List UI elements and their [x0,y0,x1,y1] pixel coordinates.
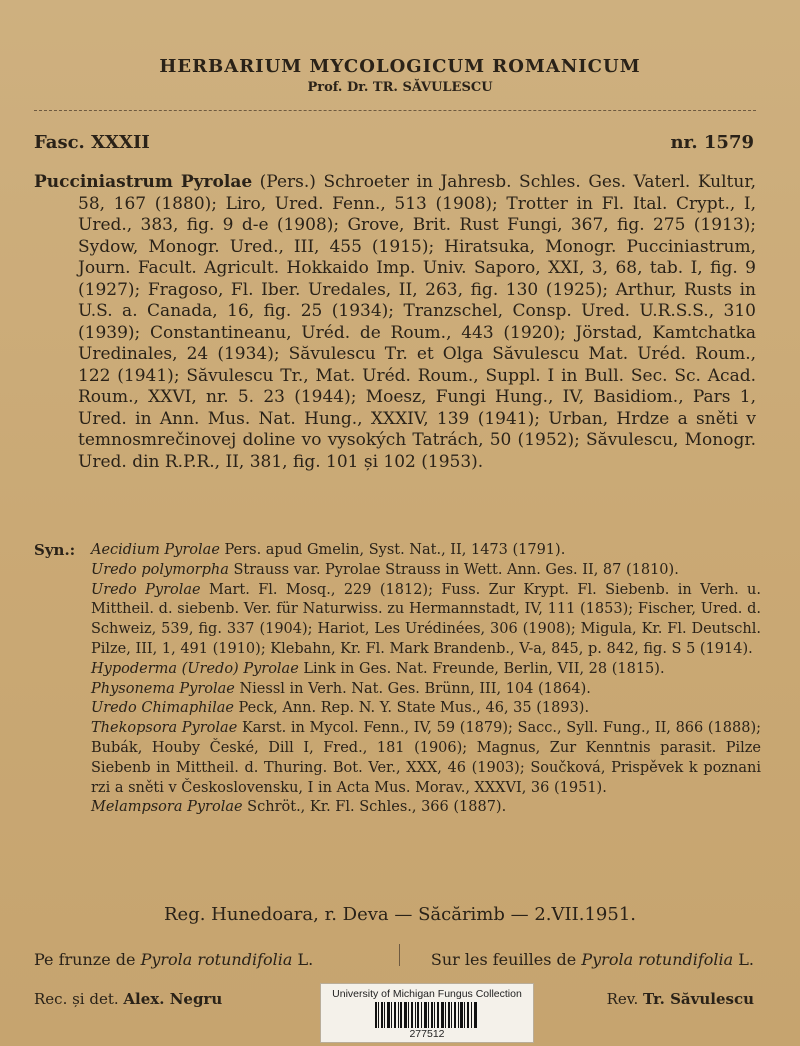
herbarium-subtitle: Prof. Dr. TR. SĂVULESCU [307,80,493,95]
collection-stamp [320,983,534,1043]
synonyms-label: Syn.: [34,541,76,559]
synonym-name: Melampsora Pyrolae [91,799,243,816]
synonym-name: Uredo polymorpha [91,561,229,578]
synonym-entry: Uredo polymorpha Strauss var. Pyrolae Strauss in Wett. Ann. Ges. II, 87 (1810). [91,561,679,578]
species-citation [34,172,756,473]
divider [34,110,756,111]
herbarium-title: HERBARIUM MYCOLOGICUM ROMANICUM [159,56,641,77]
synonym-entry: Physonema Pyrolae Niessl in Verh. Nat. Ges. Brünn, III, 104 (1864). [91,680,591,697]
synonyms-list [91,541,761,818]
species-name: Pucciniastrum Pyrolae [34,172,253,192]
reviser-name: Tr. Săvulescu [643,990,754,1008]
host-french: Sur les feuilles de Pyrola rotundifolia L. [430,950,754,969]
synonym-entry: Hypoderma (Uredo) Pyrolae Link in Ges. Nat. Freunde, Berlin, VII, 28 (1815). [91,660,665,677]
host-name: Pyrola rotundifolia [140,950,293,969]
synonym-name: Physonema Pyrolae [91,680,235,697]
host-romanian: Pe frunze de Pyrola rotundifolia L. [34,950,314,969]
reviser: Rev. Tr. Săvulescu [606,990,754,1008]
fascicle-label: Fasc. XXXII [34,132,150,153]
host-name: Pyrola rotundifolia [581,950,734,969]
species-references: (Pers.) Schroeter in Jahresb. Schles. Ges. Vaterl. Kultur, 58, 167 (1880); Liro, Ured. Fenn., 513 (1908); Trotter in Fl. Ital. Crypt., I, Ured., 383, fig. 9 d-e (1908); Grove, Brit. Rust Fungi, 367, fig. 275 (1913); Sydow, Monogr. Ured., III, 455 (1915); Hiratsuka, Monogr. Pucciniastrum, Journ. Facult. Agricult. Hokkaido Imp. Univ. Saporo, XXI, 3, 68, tab. I, fig. 9 (1927); Fragoso, Fl. Iber. Uredales, II, 263, fig. 130 (1925); Arthur, Rusts in U.S. a. Canada, 16, fig. 25 (1934); Tranzschel, Consp. Ured. U.R.S.S., 310 (1939); Constantineanu, Uréd. de Roum., 443 (1920); Jörstad, Kamtchatka Uredinales, 24 (1934); Săvulescu Tr. et Olga Săvulescu Mat. Uréd. Roum., 122 (1941); Săvulescu Tr., Mat. Uréd. Roum., Suppl. I in Bull. Sec. Sc. Acad. Roum., XXVI, nr. 5. 23 (1944); Moesz, Fungi Hung., IV, Basidiom., Pars 1, Ured. in Ann. Mus. Nat. Hung., XXXIV, 139 (1941); Urban, Hrdze a sněti v temnosmrečinovej doline vo vysokých Tatrách, 50 (1952); Săvulescu, Monogr. Ured. din R.P.R., II, 381, fig. 101 și 102 (1953). [78,172,756,472]
collector: Rec. și det. Alex. Negru [34,990,223,1008]
specimen-number: nr. 1579 [670,132,754,153]
synonym-entry: Melampsora Pyrolae Schröt., Kr. Fl. Schles., 366 (1887). [91,799,507,816]
synonym-name: Uredo Chimaphilae [91,700,234,717]
synonym-name: Thekopsora Pyrolae [91,720,238,737]
host-separator [399,944,400,966]
synonym-name: Aecidium Pyrolae [91,542,220,558]
locality: Reg. Hunedoara, r. Deva — Săcărimb — 2.VII.1951. [164,904,636,925]
barcode-icon [375,1002,477,1028]
synonym-entry: Uredo Chimaphilae Peck, Ann. Rep. N. Y. State Mus., 46, 35 (1893). [91,700,590,717]
synonym-entry: Thekopsora Pyrolae Karst. in Mycol. Fenn., IV, 59 (1879); Sacc., Syll. Fung., II, 866 (1888); Bubák, Houby České, Dill I, Fred., 181 (1906); Magnus, Zur Kenntnis parasit. Pilze Siebenb in Mittheil. d. Thuring. Bot. Ver., XXX, 46 (1903); Součková, Prispěvek k poznani rzi a sněti v Československu, I in Acta Mus. Morav., XXXVI, 36 (1951). [91,720,762,796]
stamp-number: 277512 [409,1028,445,1040]
synonym-entry: Uredo Pyrolae Mart. Fl. Mosq., 229 (1812); Fuss. Zur Krypt. Fl. Siebenb. in Verh. u. Mittheil. d. siebenb. Ver. für Naturwiss. zu Hermannstadt, IV, 111 (1853); Fischer, Ured. d. Schweiz, 539, fig. 337 (1904); Hariot, Les Urédinées, 306 (1908); Migula, Kr. Fl. Deutschl. Pilze, III, 1, 491 (1910); Klebahn, Kr. Fl. Mark Brandenb., V-a, 845, p. 842, fig. S 5 (1914). [91,581,762,657]
synonym-name: Uredo Pyrolae [91,581,201,598]
stamp-title: University of Michigan Fungus Collection [332,988,522,1000]
synonym-name: Hypoderma (Uredo) Pyrolae [91,660,299,677]
synonym-entry: Aecidium Pyrolae Pers. apud Gmelin, Syst. Nat., II, 1473 (1791). [91,542,566,558]
collector-name: Alex. Negru [123,990,223,1008]
